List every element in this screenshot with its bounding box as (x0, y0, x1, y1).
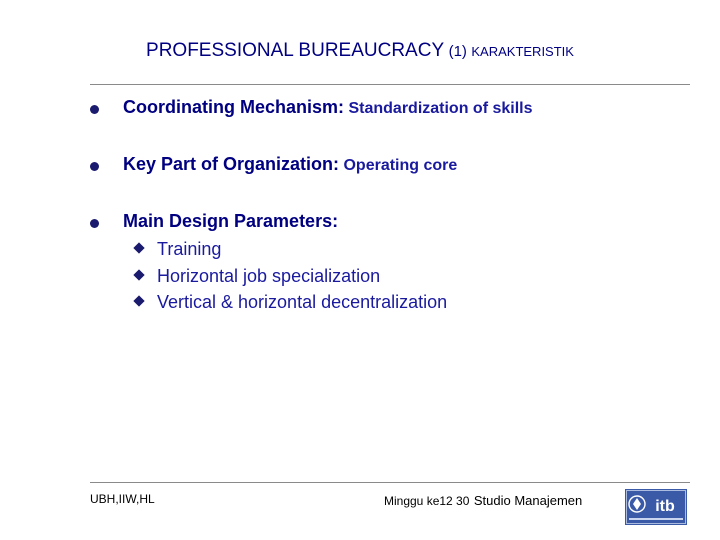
footer-week: Minggu ke12 30 (384, 494, 470, 508)
footer-course-info (384, 492, 582, 510)
bullet-value: Standardization of skills (348, 100, 533, 117)
title-main: PROFESSIONAL BUREAUCRACY (146, 40, 445, 61)
footer-course: Studio Manajemen (473, 493, 583, 508)
bullet-dot-icon (90, 162, 99, 171)
bullet-label: Key Part of Organization: (123, 154, 340, 174)
sub-bullet-text: Vertical & horizontal decentralization (157, 292, 448, 312)
bullet-value: Operating core (343, 157, 458, 174)
bottom-divider (90, 482, 690, 483)
diamond-bullet-icon (133, 269, 144, 280)
title-suffix: KARAKTERISTIK (471, 44, 574, 59)
bullet-dot-icon (90, 105, 99, 114)
bullet-text (123, 154, 457, 175)
slide-title (0, 40, 720, 62)
sub-bullet-text: Training (157, 239, 222, 259)
itb-logo (625, 489, 687, 525)
bullet-dot-icon (90, 219, 99, 228)
title-number: (1) (448, 43, 467, 60)
bullet-text (123, 97, 533, 118)
top-divider (90, 84, 690, 85)
diamond-bullet-icon (133, 295, 144, 306)
bullet-label: Main Design Parameters: (123, 211, 339, 231)
logo-text: itb (655, 498, 675, 515)
bullet-label: Coordinating Mechanism: (123, 97, 345, 117)
bullet-text (123, 211, 338, 232)
footer-authors: UBH,IIW,HL (90, 492, 155, 506)
sub-bullet-text: Horizontal job specialization (157, 266, 381, 286)
diamond-bullet-icon (133, 242, 144, 253)
